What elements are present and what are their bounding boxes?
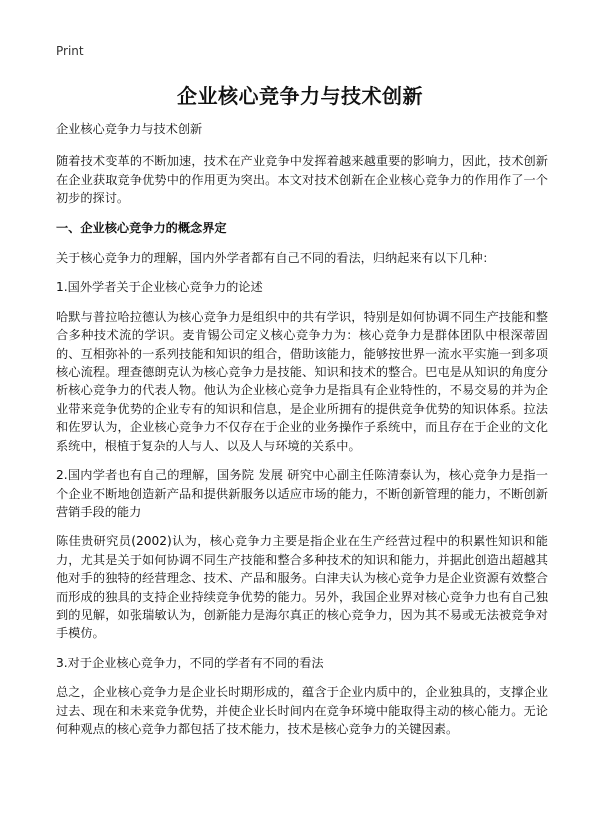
point3-heading: 3.对于企业核心竞争力，不同的学者有不同的看法: [56, 655, 324, 670]
point1-heading: 1.国外学者关于企业核心竞争力的论述: [56, 280, 263, 295]
article-subtitle: 企业核心竞争力与技术创新: [56, 122, 203, 136]
conclusion-paragraph: 总之，企业核心竞争力是企业长时期形成的，蕴含于企业内质中的，企业独具的，支撑企业过去、现在和未来竞争优势，并使企业长时间内在竞争环境中能取得主动的核心能力。无论何种观点的核心竞争力都包括了技术能力，技术是核心竞争力的关键因素。: [56, 685, 548, 736]
point2-detail-paragraph: 陈佳贵研究员(2002)认为，核心竞争力主要是指企业在生产经营过程中的积累性知识和能力，尤其是关于如何协调不同生产技能和整合多种技术的知识和能力，并据此创造出超越其他对手的独特的经营理念、技术、产品和服务。白津夫认为核心竞争力是企业资源有效整合而形成的独具的支持企业持续竞争优势的能力。另外，我国企业界对核心竞争力也有自己独到的见解，如张瑞敏认为，创新能力是海尔真正的核心竞争力，因为其不易或无法被竞争对手模仿。: [56, 534, 548, 641]
article-body: [56, 120, 548, 749]
page-title: 企业核心竞争力与技术创新: [177, 84, 423, 108]
point1-paragraph: 哈默与普拉哈拉德认为核心竞争力是组织中的共有学识，特别是如何协调不同生产技能和整合多种技术流的学识。麦肯锡公司定义核心竞争力为：核心竞争力是群体团队中根深蒂固的、互相弥补的一系列技能和知识的组合，借助该能力，能够按世界一流水平实施一到多项核心流程。理查德朗克认为核心竞争力是技能、知识和技术的整合。巴屯是从知识的角度分析核心竞争力的代表人物。他认为企业核心竞争力是指具有企业特性的，不易交易的并为企业带来竞争优势的企业专有的知识和信息，是企业所拥有的提供竞争优势的知识体系。拉法和佐罗认为，企业核心竞争力不仅存在于企业的业务操作子系统中，而且存在于企业的文化系统中，根植于复杂的人与人、以及人与环境的关系中。: [56, 309, 548, 453]
section-heading: 一、企业核心竞争力的概念界定: [56, 220, 227, 235]
point2-paragraph: 2.国内学者也有自己的理解，国务院 发展 研究中心副主任陈清泰认为，核心竞争力是指一个企业不断地创造新产品和提供新服务以适应市场的能力，不断创新管理的能力，不断创新营销手段的能力: [56, 468, 548, 519]
intro-paragraph: 随着技术变革的不断加速，技术在产业竞争中发挥着越来越重要的影响力，因此，技术创新在企业获取竞争优势中的作用更为突出。本文对技术创新在企业核心竞争力的作用作了一个初步的探讨。: [56, 154, 548, 206]
print-link[interactable]: Print: [56, 44, 84, 58]
overview-paragraph: 关于核心竞争力的理解，国内外学者都有自己不同的看法，归纳起来有以下几种：: [56, 251, 495, 266]
